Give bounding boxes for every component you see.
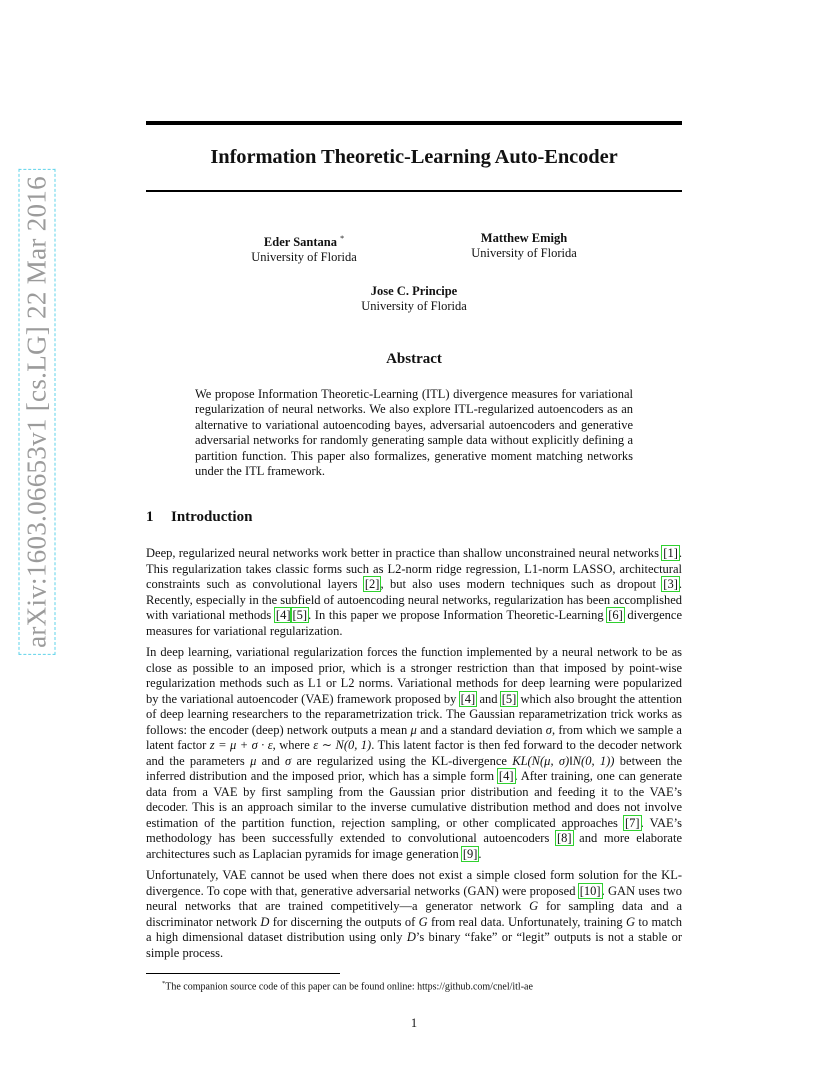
math-inline: G [626,914,636,929]
abstract-text: We propose Information Theoretic-Learning (ITL) divergence measures for variational regularization of neural networks. We also explore ITL-regularized autoencoders as an alternative to variational autoencoding bayes, adversarial autoencoders and generative adversarial networks for randomly generating sample data without explicitly defining a partition function. This paper also formalizes, generative moment matching networks under the ITL framework. [195,387,633,479]
citation-link[interactable]: [4] [275,608,291,622]
author-block-3 [336,284,492,314]
math-inline: z = μ + σ · ε [209,738,273,752]
paragraph-3: Unfortunately, VAE cannot be used when there does not exist a simple closed form solution for the KL-divergence. To cope with that, generative adversarial networks (GAN) were proposed [10]. GAN uses two neural networks that are trained competitively—a generator network G for sampling data and a discriminator network D for discerning the outputs of G from real data. Unfortunately, training G to match a high dimensional dataset distribution using only D’s binary “fake” or “legit” outputs is not a stable or simple process. [146,868,683,960]
footnote [146,977,682,993]
math-inline: G [418,914,428,929]
introduction-body [146,546,682,967]
footnote-text: The companion source code of this paper can be found online: https://github.com/cnel/itl-ae [165,981,533,993]
citation-link[interactable]: [4] [498,769,514,783]
footnote-mark: * [162,980,166,987]
citation-link[interactable]: [1] [663,546,678,560]
page-number: 1 [410,1016,418,1030]
author-footnote-mark: * [340,234,345,243]
author-name: Jose C. Principe [370,284,458,298]
section-heading-introduction [146,509,682,526]
citation-link[interactable]: [9] [462,846,478,861]
citation-link[interactable]: [4] [460,691,476,706]
math-inline: G [529,899,539,913]
section-title: Introduction [171,509,253,525]
title-rule-top [146,121,682,125]
math-inline: σ [545,722,552,737]
citation-link[interactable]: [6] [608,608,623,622]
math-inline: σ [285,753,292,768]
paragraph-1: Deep, regularized neural networks work better in practice than shallow unconstrained neural networks [1]. This regularization takes classic forms such as L2-norm ridge regression, L1-norm LASSO, architectural constraints such as convolutional layers [2], but also uses modern techniques such as dropout [3]. Recently, especially in the subfield of autoencoding neural networks, regularization has been accomplished with variational methods [4] [5]. In this paper we propose Information Theoretic-Learning [6] divergence measures for variational regularization. [146,546,683,638]
math-inline: KL(N(μ, σ)‖N(0, 1)) [512,753,615,768]
abstract-heading: Abstract [386,351,442,367]
citation-link[interactable]: [5] [292,608,308,622]
math-inline: D [260,914,270,929]
section-number: 1 [146,509,154,525]
citation-link[interactable]: [5] [501,691,517,706]
title-rule-bottom [146,190,682,192]
paragraph-2: In deep learning, variational regularization forces the function implemented by a neural network to be as close as possible to an imposed prior, which is a stronger restriction than that imposed by point-wise regularization methods such as L1 or L2 norms. Variational methods for deep learning were popularized by the variational autoencoder (VAE) framework proposed by [4] and [5] which also brought the attention of deep learning researchers to the reparametrization trick. The Gaussian reparametrization trick works as follows: the encoder (deep) network outputs a mean μ and a standard deviation σ, from which we sample a latent factor z = μ + σ · ε, where ε ∼ N(0, 1). This latent factor is then fed forward to the decoder network and the parameters μ and σ are regularized using the KL-divergence KL(N(μ, σ)‖N(0, 1)) between the inferred distribution and the imposed prior, which has a simple form [4]. After training, one can generate data from a VAE by first sampling from the Gaussian prior distribution and feeding it to the VAE’s decoder. This is an approach similar to the inverse cumulative distribution method and does not involve estimation of the partition function, rejection sampling, or other complicated approaches [7]. VAE’s methodology has been successfully extended to convolutional autoencoders [8] and more elaborate architectures such as Laplacian pyramids for image generation [9]. [146,645,682,861]
author-block-2 [446,231,602,261]
arxiv-stamp: arXiv:1603.06653v1 [cs.LG] 22 Mar 2016 [19,169,56,655]
math-inline: μ [250,753,257,768]
citation-link[interactable]: [7] [625,815,640,830]
footnote-rule [146,973,340,974]
author-affiliation: University of Florida [251,250,357,265]
author-affiliation: University of Florida [471,246,577,260]
citation-link[interactable]: [8] [556,831,572,845]
math-inline: μ [410,722,417,737]
citation-link[interactable]: [3] [663,577,678,591]
author-name: Matthew Emigh [480,231,568,245]
paper-title: Information Theoretic-Learning Auto-Encoder [210,146,618,168]
author-block-1 [226,231,382,265]
citation-link[interactable]: [10] [579,883,601,898]
math-inline: ε ∼ N(0, 1) [313,738,372,752]
author-affiliation: University of Florida [361,299,467,313]
math-inline: D [406,930,416,944]
citation-link[interactable]: [2] [364,577,380,591]
author-name: Eder Santana * [263,234,345,250]
